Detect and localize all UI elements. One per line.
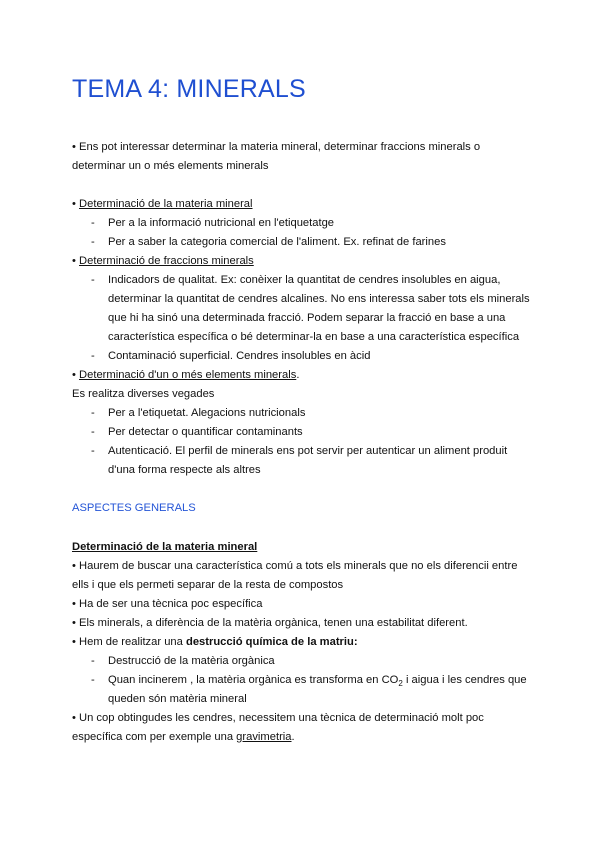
s4-p1-line-1: • Haurem de buscar una característica comú a tots els minerals que no els diferencii entre <box>72 560 518 572</box>
intro-line-1: • Ens pot interessar determinar la materia mineral, determinar fraccions minerals o <box>72 141 481 153</box>
s4-item-1: Destrucció de la matèria orgànica <box>108 655 275 667</box>
s4-p3: • Els minerals, a diferència de la matèria orgànica, tenen una estabilitat diferent. <box>72 617 468 629</box>
dash-marker: - <box>91 674 95 686</box>
s1-item-2: Per a saber la categoria comercial de l'aliment. Ex. refinat de farines <box>108 236 446 248</box>
s3-item-2: Per detectar o quantificar contaminants <box>108 426 303 438</box>
section-heading-aspectes: ASPECTES GENERALS <box>72 502 196 514</box>
s2-item-2: Contaminació superficial. Cendres insolubles en àcid <box>108 350 371 362</box>
intro-line-2: determinar un o més elements minerals <box>72 160 269 172</box>
dash-marker: - <box>91 407 95 419</box>
s1-item-1: Per a la informació nutricional en l'etiquetatge <box>108 217 335 229</box>
s4-p1-line-2: ells i que els permeti separar de la resta de compostos <box>72 579 344 591</box>
s2-item-1-line-1: Indicadors de qualitat. Ex: conèixer la quantitat de cendres insolubles en aigua, <box>108 274 501 286</box>
dash-marker: - <box>91 350 95 362</box>
s3-item-3-line-1: Autenticació. El perfil de minerals ens pot servir per autenticar un aliment produit <box>108 445 508 457</box>
s4-item-2-line-1: Quan incinerem , la matèria orgànica es transforma en $CO_2$ i aigua i les cendres que <box>108 674 527 689</box>
s2-item-1-line-2: determinar la quantitat de cendres alcalines. No ens interessa saber tots els minerals <box>108 293 530 305</box>
gravimetria-link[interactable]: gravimetria <box>236 731 292 743</box>
dash-marker: - <box>91 445 95 457</box>
section-4-heading: Determinació de la materia mineral <box>72 541 258 553</box>
s3-intro: Es realitza diverses vegades <box>72 388 215 400</box>
s3-item-3-line-2: d'una forma respecte als altres <box>108 464 261 476</box>
s4-item-2-line-2: queden són matèria mineral <box>108 693 247 705</box>
s3-item-1: Per a l'etiquetat. Alegacions nutricionals <box>108 407 306 419</box>
dash-marker: - <box>91 426 95 438</box>
s4-p5-line-1: • Un cop obtingudes les cendres, necessitem una tècnica de determinació molt poc <box>72 712 484 724</box>
s4-p2: • Ha de ser una tècnica poc específica <box>72 598 263 610</box>
s4-p4: • Hem de realitzar una destrucció química de la matriu: <box>72 636 358 648</box>
section-3-heading: • Determinació d'un o més elements minerals. <box>72 369 300 381</box>
s2-item-1-line-4: característica específica o bé determinar-la en base a una característica específica <box>108 331 520 343</box>
dash-marker: - <box>91 274 95 286</box>
dash-marker: - <box>91 236 95 248</box>
dash-marker: - <box>91 217 95 229</box>
s2-item-1-line-3: que hi ha sinó una determinada fracció. Podem separar la fracció en base a una <box>108 312 506 324</box>
page-title: TEMA 4: MINERALS <box>72 75 306 103</box>
section-1-heading: • Determinació de la materia mineral <box>72 198 253 210</box>
dash-marker: - <box>91 655 95 667</box>
section-2-heading: • Determinació de fraccions minerals <box>72 255 254 267</box>
s4-p5-line-2: específica com per exemple una gravimetria. <box>72 731 295 743</box>
